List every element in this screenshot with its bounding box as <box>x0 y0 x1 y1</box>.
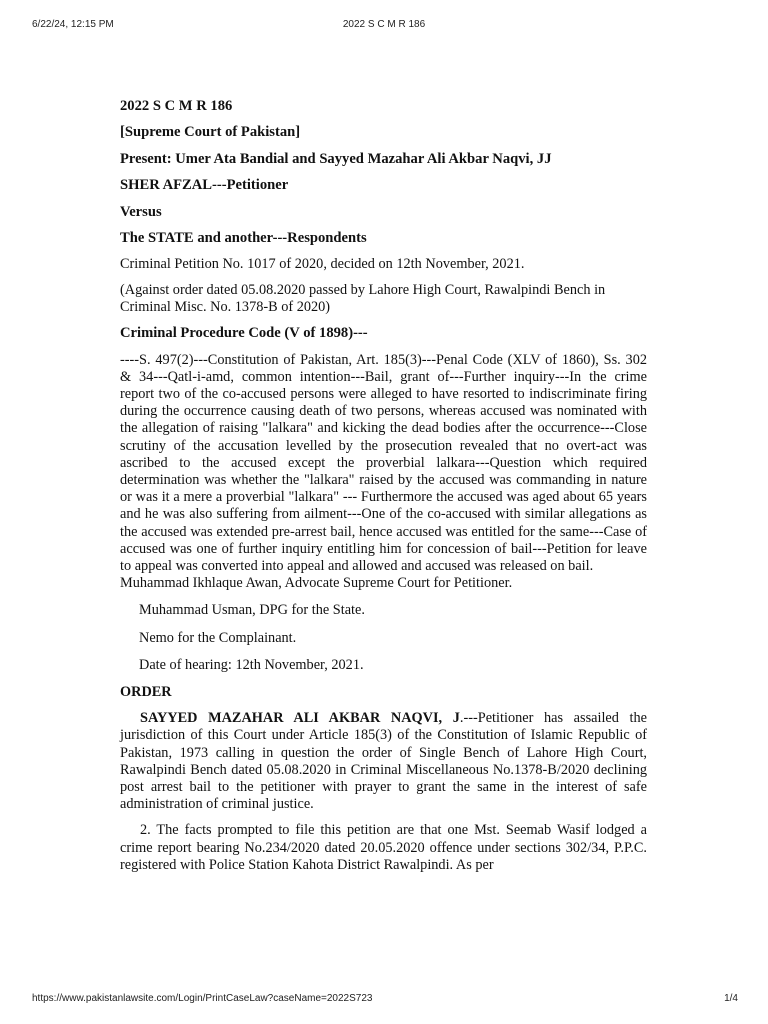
respondents: The STATE and another---Respondents <box>120 229 367 246</box>
case-citation: 2022 S C M R 186 <box>120 98 233 114</box>
court-name: [Supreme Court of Pakistan] <box>120 124 301 141</box>
print-title: 2022 S C M R 186 <box>342 19 426 30</box>
print-footer <box>0 993 768 1007</box>
order-paragraph-1-text: .---Petitioner has assailed the jurisdiction of this Court under Article 185(3) of the Constitution of Islamic Republic of Pakistan, 1973 calling in question the order of Single Bench of Lahore High Court, Rawalpindi Bench dated 05.08.2020 in Criminal Miscellaneous No.1378-B/2020 declining post arrest bail to the petitioner with prayer to grant the same in the interest of safe administration of criminal justice. <box>120 710 648 813</box>
petitioner: SHER AFZAL---Petitioner <box>120 177 289 194</box>
statute-heading: Criminal Procedure Code (V of 1898)--- <box>120 325 368 342</box>
against-order: (Against order dated 05.08.2020 passed by Lahore High Court, Rawalpindi Bench in Criminal Misc. No. 1378-B of 2020) <box>120 282 606 316</box>
order-heading: ORDER <box>120 683 172 700</box>
bench-present: Present: Umer Ata Bandial and Sayyed Mazahar Ali Akbar Naqvi, JJ <box>120 150 552 167</box>
versus: Versus <box>120 203 162 220</box>
print-header <box>0 19 768 33</box>
counsel-state: Muhammad Usman, DPG for the State. <box>139 602 365 619</box>
judge-name: SAYYED MAZAHAR ALI AKBAR NAQVI, J <box>140 710 460 727</box>
order-paragraph-2: 2. The facts prompted to file this petition are that one Mst. Seemab Wasif lodged a crime report bearing No.234/2020 dated 20.05.2020 offence under sections 302/34, P.P.C. registered with Police Station Kahota District Rawalpindi. As per <box>120 822 647 873</box>
hearing-date: Date of hearing: 12th November, 2021. <box>139 656 364 673</box>
print-url: https://www.pakistanlawsite.com/Login/PrintCaseLaw?caseName=2022S723 <box>32 993 373 1004</box>
headnote: ----S. 497(2)---Constitution of Pakistan, Art. 185(3)---Penal Code (XLV of 1860), Ss. 302 & 34---Qatl-i-amd, common intention---Bail, grant of---Further inquiry---In the crime report two of the co-accused persons were alleged to have resorted to indiscriminate firing during the occurrence causing death of two persons, whereas accused was nominated with the allegation of raising "lalkara" and kicking the dead bodies after the occurrence---Close scrutiny of the accusation levelled by the prosecution revealed that no overt-act was ascribed to the accused except the proverbial lalkara---Question which required determination was whether the "lalkara" raised by the accused was commanding in nature or was it a mere a proverbial "lalkara" --- Furthermore the accused was aged about 65 years and he was also suffering from ailment---One of the co-accused with similar allegations as the accused was extended pre-arrest bail, hence accused was entitled for the same---Case of accused was one of further inquiry entitling him for concession of bail---Petition for leave to appeal was converted into appeal and allowed and accused was released on bail. <box>120 351 647 574</box>
page-number: 1/4 <box>724 993 738 1004</box>
order-paragraph-1 <box>120 710 647 813</box>
counsel-petitioner: Muhammad Ikhlaque Awan, Advocate Supreme Court for Petitioner. <box>120 575 513 592</box>
complainant: Nemo for the Complainant. <box>139 629 297 646</box>
print-datetime: 6/22/24, 12:15 PM <box>32 19 114 30</box>
case-document <box>120 98 647 883</box>
case-number: Criminal Petition No. 1017 of 2020, decided on 12th November, 2021. <box>120 256 525 273</box>
